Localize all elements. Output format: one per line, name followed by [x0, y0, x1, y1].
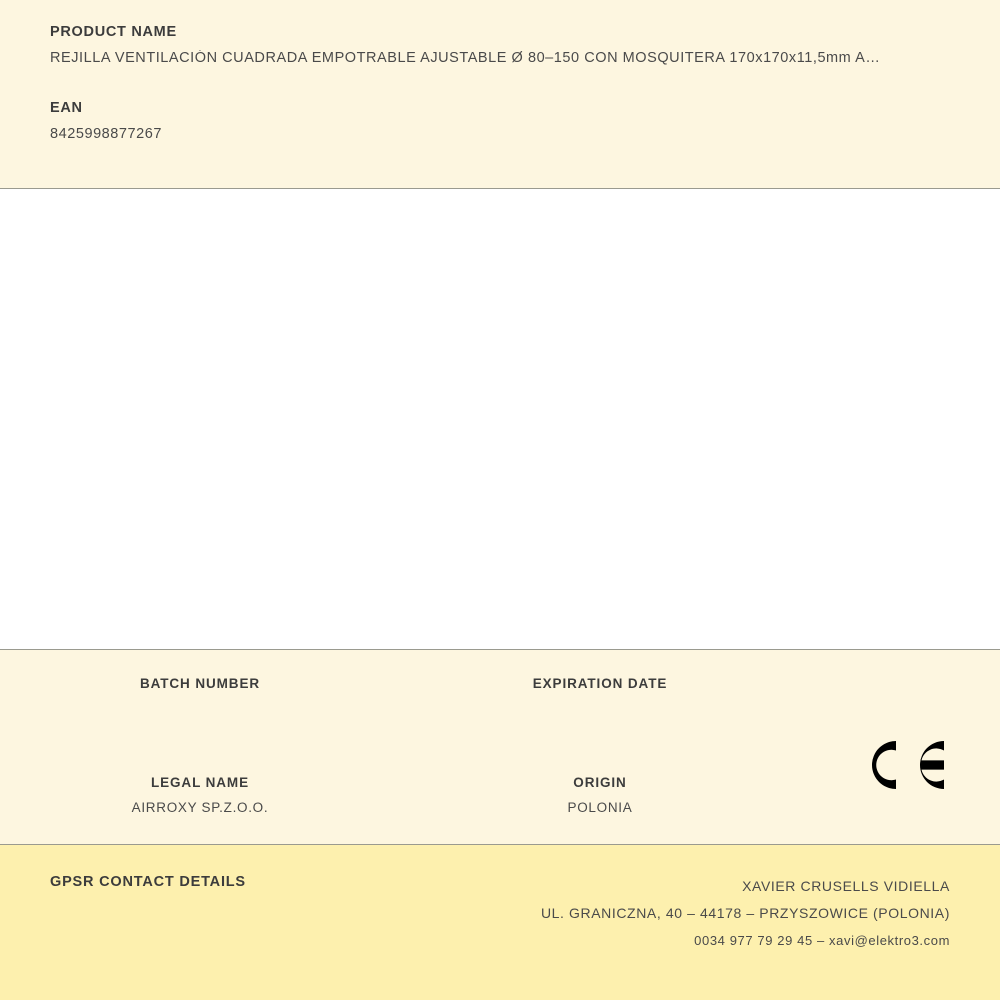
batch-number-cell [0, 676, 400, 717]
product-image-area [0, 189, 1000, 650]
legal-name-cell [0, 775, 400, 816]
gpsr-contact-address: UL. GRANICZNA, 40 – 44178 – PRZYSZOWICE (POLONIA) [540, 905, 950, 921]
expiration-date-value [410, 701, 790, 717]
batch-number-label: BATCH NUMBER [139, 676, 261, 691]
origin-cell [400, 775, 800, 816]
product-name-block [50, 24, 950, 66]
expiration-date-label: EXPIRATION DATE [532, 676, 668, 691]
legal-name-value: AIRROXY SP.Z.O.O. [131, 800, 269, 815]
info-grid-row-1 [0, 676, 800, 717]
product-name-value: REJILLA VENTILACIÓN CUADRADA EMPOTRABLE AJUSTABLE Ø 80–150 CON MOSQUITERA 170x170x11,5mm A… [50, 50, 881, 66]
product-name-label: PRODUCT NAME [50, 24, 177, 40]
info-grid-row-2 [0, 775, 800, 816]
ean-label: EAN [50, 100, 83, 116]
gpsr-contact-section [0, 845, 1000, 1000]
info-grid-gap [0, 717, 1000, 775]
gpsr-contact-name: XAVIER CRUSELLS VIDIELLA [742, 878, 950, 894]
compliance-info-section [0, 650, 1000, 845]
batch-number-value [10, 701, 390, 717]
gpsr-contact-label: GPSR CONTACT DETAILS [50, 874, 246, 890]
product-info-section [0, 0, 1000, 189]
ean-block [50, 100, 950, 142]
origin-value: POLONIA [567, 800, 633, 815]
ce-mark-icon [858, 732, 950, 798]
gpsr-contact-phone-email: 0034 977 79 29 45 – xavi@elektro3.com [694, 933, 950, 948]
origin-label: ORIGIN [573, 775, 627, 790]
ean-value: 8425998877267 [50, 126, 162, 142]
field-spacer [50, 66, 950, 100]
gpsr-contact-details [541, 873, 950, 954]
legal-name-label: LEGAL NAME [150, 775, 249, 790]
expiration-date-cell [400, 676, 800, 717]
